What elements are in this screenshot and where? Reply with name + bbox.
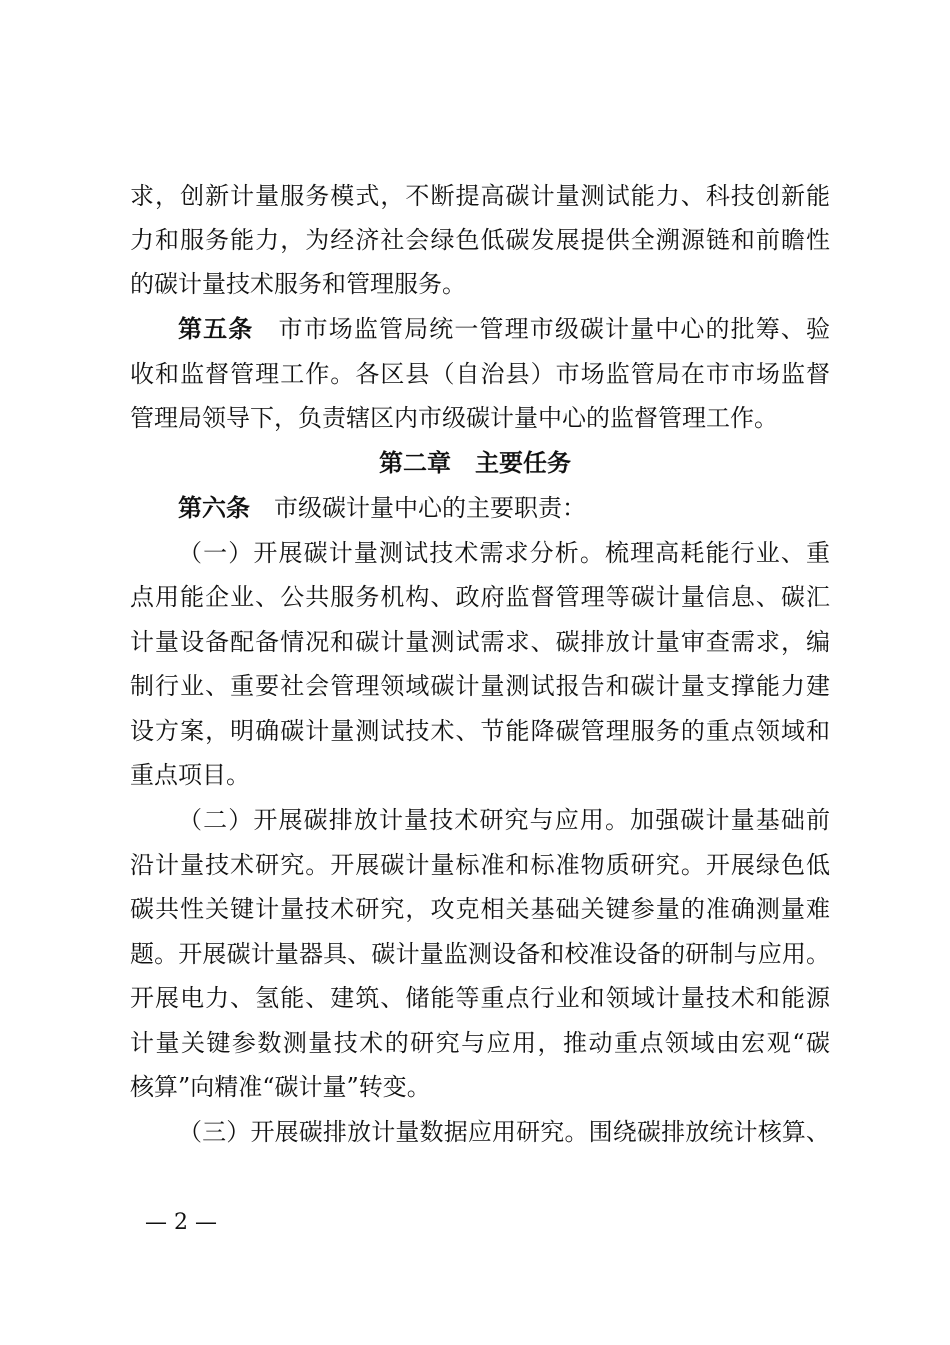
text-line: 点用能企业、公共服务机构、政府监督管理等碳计量信息、碳汇 [130, 583, 830, 611]
article-6-text: 市级碳计量中心的主要职责： [274, 494, 586, 522]
text-line: 核算”向精准“碳计量”转变。 [130, 1073, 431, 1101]
text-line: 重点项目。 [130, 761, 250, 789]
text-line: （三）开展碳排放计量数据应用研究。围绕碳排放统计核算、 [178, 1118, 830, 1146]
article-5-label: 第五条 [178, 315, 254, 343]
text-line: 计量关键参数测量技术的研究与应用，推动重点领域由宏观“碳 [130, 1029, 830, 1057]
text-line: 碳共性关键计量技术研究，攻克相关基础关键参量的准确测量难 [130, 895, 830, 923]
text-line: 设方案，明确碳计量测试技术、节能降碳管理服务的重点领域和 [130, 717, 830, 745]
article-6-label: 第六条 [178, 494, 250, 522]
text-line: （二）开展碳排放计量技术研究与应用。加强碳计量基础前 [178, 806, 830, 834]
text-line: 收和监督管理工作。各区县（自治县）市场监管局在市市场监督 [130, 360, 830, 388]
chapter-heading: 第二章 主要任务 [379, 449, 571, 477]
article-5-text: 市市场监管局统一管理市级碳计量中心的批筹、验 [277, 315, 831, 343]
page-number: — 2 — [145, 1210, 217, 1235]
article-6-first-line [178, 486, 830, 530]
text-line: 沿计量技术研究。开展碳计量标准和标准物质研究。开展绿色低 [130, 851, 830, 879]
text-line: （一）开展碳计量测试技术需求分析。梳理高耗能行业、重 [178, 539, 830, 567]
text-line: 管理局领导下，负责辖区内市级碳计量中心的监督管理工作。 [130, 404, 778, 432]
text-line: 求，创新计量服务模式，不断提高碳计量测试能力、科技创新能 [130, 182, 830, 210]
text-line: 开展电力、氢能、建筑、储能等重点行业和领域计量技术和能源 [130, 984, 830, 1012]
article-5-first-line [178, 307, 830, 351]
text-line: 题。开展碳计量器具、碳计量监测设备和校准设备的研制与应用。 [130, 940, 830, 968]
text-line: 计量设备配备情况和碳计量测试需求、碳排放计量审查需求，编 [130, 628, 830, 656]
text-line: 的碳计量技术服务和管理服务。 [130, 270, 466, 298]
text-line: 力和服务能力，为经济社会绿色低碳发展提供全溯源链和前瞻性 [130, 226, 830, 254]
text-line: 制行业、重要社会管理领域碳计量测试报告和碳计量支撑能力建 [130, 672, 830, 700]
